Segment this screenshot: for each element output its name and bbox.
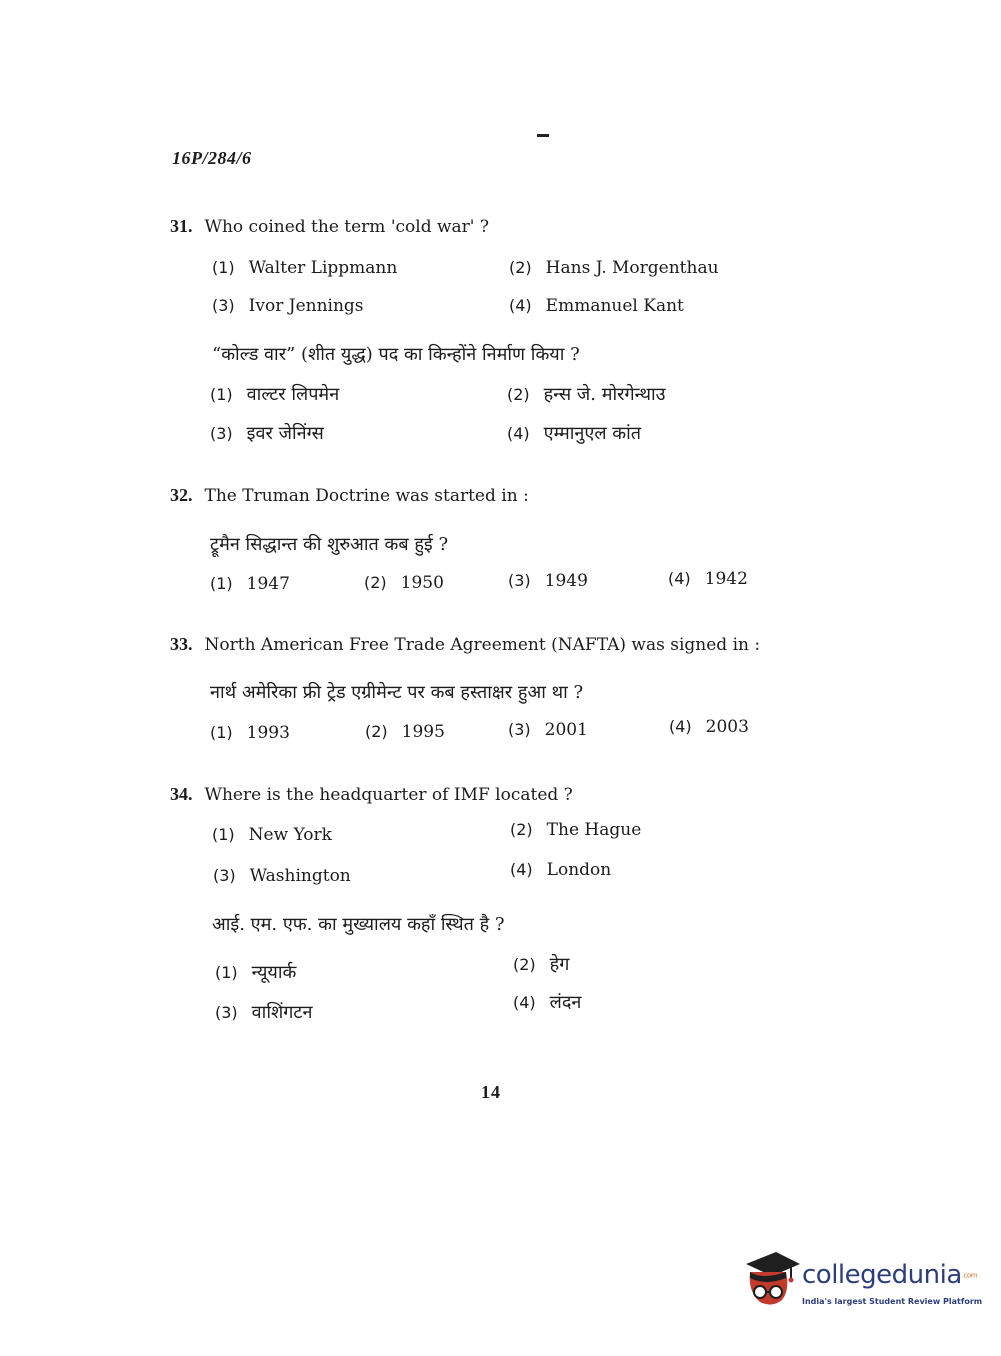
option-31-2-en: (2) Hans J. Morgenthau (509, 258, 719, 278)
option-32-2: (2) 1950 (364, 573, 444, 593)
option-33-1: (1) 1993 (210, 723, 290, 743)
question-number: 34. (170, 784, 193, 804)
question-text-hi: “कोल्ड वार” (शीत युद्ध) पद का किन्होंने निर्माण किया ? (212, 344, 580, 365)
paper-code: 16P/284/6 (172, 148, 252, 168)
collegedunia-logo (742, 1250, 983, 1320)
option-33-2: (2) 1995 (365, 722, 445, 742)
option-32-4: (4) 1942 (668, 569, 748, 589)
question-text-hi: ट्रूमैन सिद्धान्त की शुरुआत कब हुई ? (210, 534, 449, 555)
option-33-3: (3) 2001 (508, 720, 588, 740)
question-32 (170, 485, 529, 506)
question-text-hi: आई. एम. एफ. का मुख्यालय कहाँ स्थित है ? (212, 914, 505, 935)
option-32-3: (3) 1949 (508, 571, 588, 591)
question-text-en: Where is the headquarter of IMF located ? (204, 785, 573, 805)
option-34-3-hi: (3) वाशिंगटन (215, 1002, 313, 1023)
logo-suffix: .com (961, 1271, 977, 1280)
option-33-4: (4) 2003 (669, 717, 749, 737)
option-34-2-en: (2) The Hague (510, 820, 642, 840)
logo-tagline: India's largest Student Review Platform (802, 1297, 983, 1306)
option-34-4-hi: (4) लंदन (513, 992, 582, 1013)
logo-wordmark: collegedunia (802, 1260, 962, 1290)
option-31-4-en: (4) Emmanuel Kant (509, 296, 684, 316)
question-text-hi: नार्थ अमेरिका फ्री ट्रेड एग्रीमेन्ट पर कब हस्ताक्षर हुआ था ? (210, 682, 584, 703)
option-31-1-hi: (1) वाल्टर लिपमेन (210, 384, 340, 405)
question-number: 32. (170, 485, 193, 505)
option-31-3-en: (3) Ivor Jennings (212, 296, 364, 316)
question-text-en: North American Free Trade Agreement (NAFTA) was signed in : (204, 635, 761, 655)
scan-mark (537, 134, 549, 137)
option-34-4-en: (4) London (510, 860, 612, 880)
question-text-en: The Truman Doctrine was started in : (204, 486, 529, 506)
question-34 (170, 784, 573, 805)
option-31-3-hi: (3) इवर जेनिंग्स (210, 423, 324, 444)
question-text-en: Who coined the term 'cold war' ? (204, 217, 489, 237)
option-34-3-en: (3) Washington (213, 866, 351, 886)
question-number: 33. (170, 634, 193, 654)
question-33 (170, 634, 760, 655)
page-number: 14 (481, 1082, 501, 1102)
option-31-2-hi: (2) हन्स जे. मोरगेन्थाउ (507, 384, 666, 405)
option-31-1-en: (1) Walter Lippmann (212, 258, 398, 278)
question-31 (170, 216, 489, 237)
option-34-2-hi: (2) हेग (513, 954, 570, 975)
option-34-1-hi: (1) न्यूयार्क (215, 962, 297, 983)
option-34-1-en: (1) New York (212, 825, 332, 845)
question-number: 31. (170, 216, 193, 236)
option-31-4-hi: (4) एम्मानुएल कांत (507, 423, 642, 444)
mascot-icon (742, 1250, 800, 1312)
option-32-1: (1) 1947 (210, 574, 290, 594)
